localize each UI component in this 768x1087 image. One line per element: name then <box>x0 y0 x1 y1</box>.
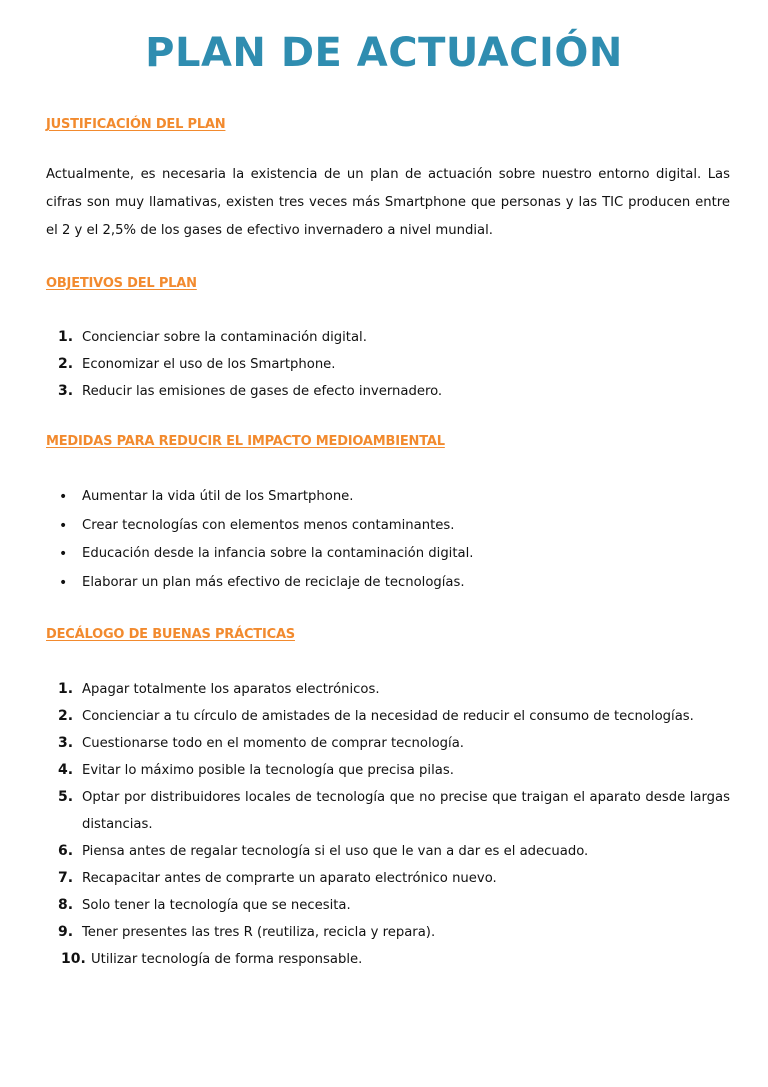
bullet-icon: • <box>59 489 68 505</box>
list-item-text: Solo tener la tecnología que se necesita. <box>82 898 351 913</box>
list-item-number: 2. <box>58 708 74 724</box>
list-item <box>46 324 730 351</box>
objectives-list <box>46 324 730 405</box>
list-item-text: Educación desde la infancia sobre la contaminación digital. <box>82 546 474 561</box>
page-title: PLAN DE ACTUACIÓN <box>145 30 623 76</box>
list-item-text: Cuestionarse todo en el momento de comprar tecnología. <box>82 736 464 751</box>
decalogue-heading: DECÁLOGO DE BUENAS PRÁCTICAS <box>46 627 295 642</box>
list-item <box>46 569 730 598</box>
list-item <box>46 838 730 865</box>
list-item <box>46 676 730 703</box>
list-item-number: 3. <box>58 383 74 399</box>
list-item-text: Aumentar la vida útil de los Smartphone. <box>82 489 354 504</box>
list-item-text: Piensa antes de regalar tecnología si el uso que le van a dar es el adecuado. <box>82 844 589 859</box>
list-item <box>46 892 730 919</box>
list-item-text: Elaborar un plan más efectivo de reciclaje de tecnologías. <box>82 574 465 590</box>
list-item <box>46 865 730 892</box>
list-item <box>46 540 730 569</box>
list-item <box>46 512 730 541</box>
list-item <box>46 946 730 973</box>
justification-paragraph: Actualmente, es necesaria la existencia de un plan de actuación sobre nuestro entorno digital. Las cifras son muy llamativas, existen tres veces más Smartphone que personas y las TIC producen entre el 2 y el 2,5% de los gases de efectivo invernadero a nivel mundial. <box>46 167 730 238</box>
list-item-number: 7. <box>58 870 74 886</box>
list-item <box>46 483 730 512</box>
list-item-text: Apagar totalmente los aparatos electrónicos. <box>82 682 380 697</box>
list-item <box>46 378 730 405</box>
list-item-text: Concienciar a tu círculo de amistades de la necesidad de reducir el consumo de tecnologías. <box>82 709 694 724</box>
justification-heading: JUSTIFICACIÓN DEL PLAN <box>46 117 226 132</box>
list-item-number: 5. <box>58 789 74 805</box>
list-item-text: Recapacitar antes de comprarte un aparato electrónico nuevo. <box>82 871 497 886</box>
list-item-text: Evitar lo máximo posible la tecnología que precisa pilas. <box>82 763 454 778</box>
list-item-text: Concienciar sobre la contaminación digital. <box>82 330 367 345</box>
list-item-text: Optar por distribuidores locales de tecnología que no precise que traigan el aparato desde largas distancias. <box>82 790 730 832</box>
list-item-number: 2. <box>58 356 74 372</box>
list-item-number: 4. <box>58 762 74 778</box>
list-item-number: 10. <box>61 951 86 967</box>
bullet-icon: • <box>59 574 68 591</box>
measures-list <box>46 483 730 597</box>
bullet-icon: • <box>59 517 68 534</box>
list-item <box>46 703 730 730</box>
list-item-number: 8. <box>58 897 74 913</box>
list-item <box>46 919 730 946</box>
decalogue-list <box>46 676 730 973</box>
list-item <box>46 784 730 838</box>
list-item-number: 3. <box>58 735 74 751</box>
list-item <box>46 351 730 378</box>
list-item-text: Crear tecnologías con elementos menos contaminantes. <box>82 517 455 533</box>
list-item <box>46 757 730 784</box>
list-item-text: Utilizar tecnología de forma responsable. <box>91 952 363 967</box>
objectives-heading: OBJETIVOS DEL PLAN <box>46 276 197 291</box>
list-item-number: 1. <box>58 329 74 345</box>
list-item-number: 1. <box>58 681 74 697</box>
list-item-text: Tener presentes las tres R (reutiliza, recicla y repara). <box>82 925 436 940</box>
list-item-number: 9. <box>58 924 74 940</box>
list-item-text: Economizar el uso de los Smartphone. <box>82 357 336 372</box>
list-item <box>46 730 730 757</box>
list-item-text: Reducir las emisiones de gases de efecto invernadero. <box>82 384 443 399</box>
bullet-icon: • <box>59 546 68 562</box>
measures-heading: MEDIDAS PARA REDUCIR EL IMPACTO MEDIOAMBIENTAL <box>46 434 445 449</box>
list-item-number: 6. <box>58 843 74 859</box>
